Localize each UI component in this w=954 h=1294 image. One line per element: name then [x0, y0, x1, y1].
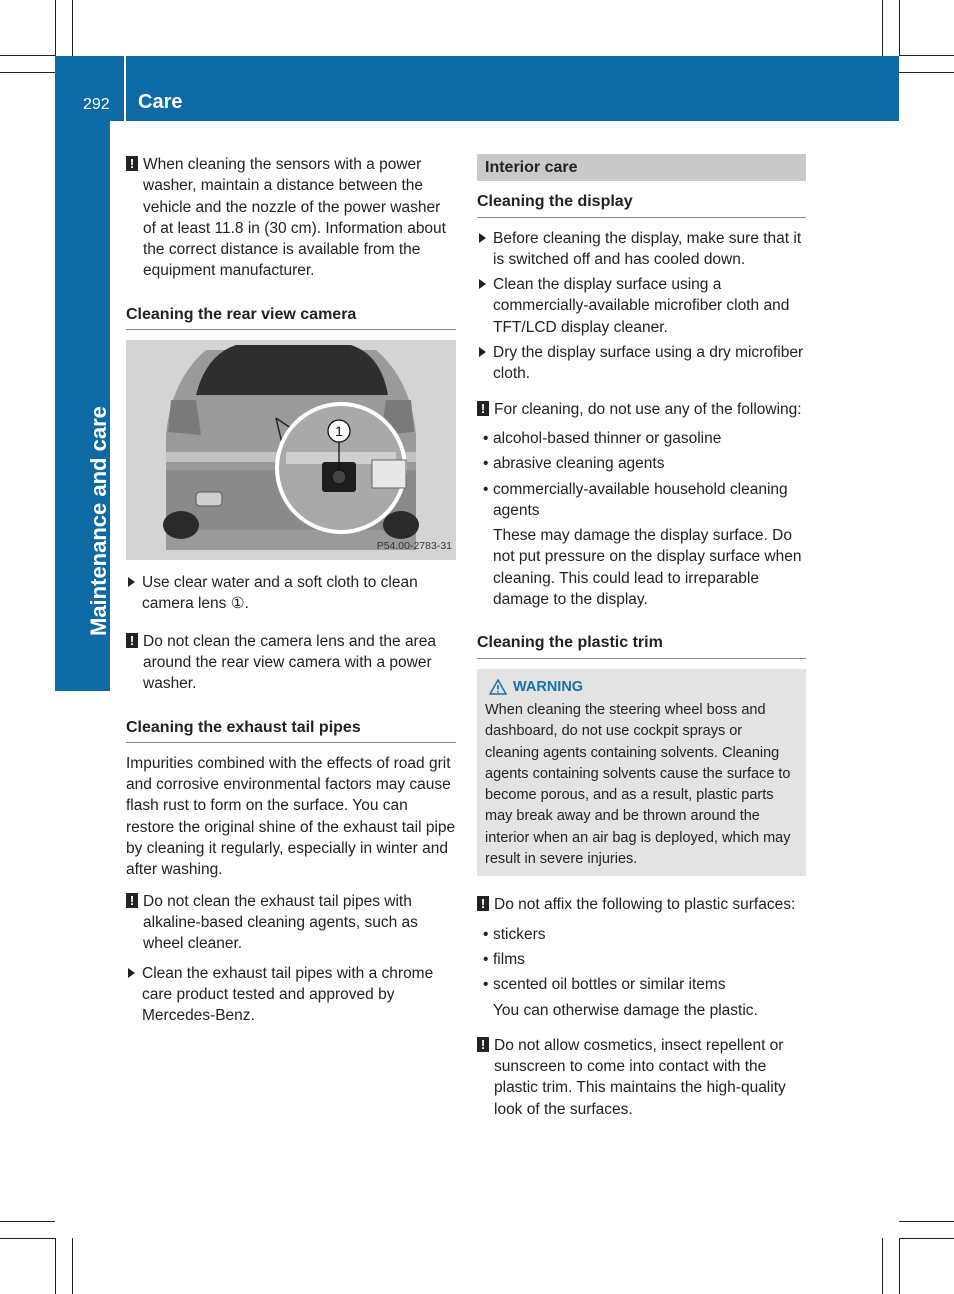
warning-text: When cleaning the steering wheel boss and dashboard, do not use cockpit sprays or cleaning agents containing solvents. Cleaning agents containing solvents cause the surface to become porous, and as a result, plastic parts may break away and be thrown around the interior when an air bag is deployed, which may result in severe injuries.	[485, 701, 791, 868]
page-number: 292	[83, 96, 110, 113]
page-title: Care	[138, 91, 183, 113]
list-item: • scented oil bottles or similar items	[477, 974, 806, 995]
crop-mark	[0, 55, 55, 56]
crop-mark	[899, 72, 954, 73]
crop-mark	[899, 55, 954, 56]
notice	[126, 891, 456, 955]
exclamation-icon: !	[126, 633, 138, 648]
notice-text: For cleaning, do not use any of the following:	[494, 400, 802, 418]
step-arrow-icon	[128, 577, 135, 587]
crop-mark	[899, 1238, 900, 1294]
warning-title	[485, 677, 798, 698]
crop-mark	[899, 0, 900, 56]
rear-camera-figure	[126, 340, 456, 560]
exclamation-icon: !	[477, 1037, 489, 1052]
step-arrow-icon	[479, 279, 486, 289]
figure-caption: P54.00-2783-31	[376, 539, 452, 552]
section-heading: Interior care	[477, 154, 806, 181]
list-item-text: stickers	[493, 925, 546, 943]
instruction-step	[477, 274, 806, 338]
crop-mark	[0, 72, 55, 73]
notice	[477, 399, 806, 420]
exclamation-icon: !	[477, 896, 489, 911]
instruction-step	[477, 342, 806, 385]
step-text: Before cleaning the display, make sure that it is switched off and has cooled down.	[493, 229, 802, 268]
crop-mark	[55, 0, 56, 56]
list-item: • films	[477, 949, 806, 970]
header-divider	[124, 56, 126, 121]
crop-mark	[882, 0, 883, 56]
notice-text: Do not allow cosmetics, insect repellent or sunscreen to come into contact with the plastic trim. This maintains the high-quality look of the surfaces.	[494, 1036, 786, 1118]
notice	[477, 1035, 806, 1120]
exhaust-heading: Cleaning the exhaust tail pipes	[126, 717, 456, 743]
step-text: Dry the display surface using a dry microfiber cloth.	[493, 344, 804, 383]
list-item-text: commercially-available household cleaning agents	[493, 480, 788, 519]
exclamation-icon: !	[126, 156, 138, 171]
list-item-text: films	[493, 950, 525, 968]
step-arrow-icon	[128, 968, 135, 978]
display-heading: Cleaning the display	[477, 191, 806, 217]
notice	[477, 894, 806, 915]
exhaust-paragraph: Impurities combined with the effects of road grit and corrosive environmental factors may cause flash rust to form on the surface. You can restore the original shine of the exhaust tail pipe by cleaning it regularly, especially in winter and after washing.	[126, 754, 456, 879]
step-text: Clean the exhaust tail pipes with a chrome care product tested and approved by Mercedes-Benz.	[142, 964, 434, 1025]
notice-text: Do not clean the camera lens and the area around the rear view camera with a power washer.	[143, 632, 436, 693]
list-item-text: scented oil bottles or similar items	[493, 976, 726, 994]
step-text: Clean the display surface using a commercially-available microfiber cloth and TFT/LCD display cleaner.	[493, 276, 790, 336]
crop-mark	[0, 1221, 55, 1222]
crop-mark	[0, 1238, 55, 1239]
display-after-text: These may damage the display surface. Do not put pressure on the display surface when cleaning. This could lead to irreparable damage to the display.	[493, 527, 802, 609]
warning-box	[477, 669, 806, 877]
notice	[126, 154, 456, 282]
camera-heading: Cleaning the rear view camera	[126, 304, 456, 330]
right-column	[477, 154, 806, 1142]
instruction-step	[126, 572, 456, 615]
exclamation-icon: !	[126, 893, 138, 908]
step-arrow-icon	[479, 233, 486, 243]
crop-mark	[55, 1238, 56, 1294]
rear-camera-illustration	[126, 340, 456, 560]
notice-text: When cleaning the sensors with a power washer, maintain a distance between the vehicle and the nozzle of the power washer of at least 11.8 in (30 cm). Information about the correct distance is available from the equipment manufacturer.	[143, 156, 446, 280]
crop-mark	[72, 1238, 73, 1294]
list-item: • alcohol-based thinner or gasoline	[477, 428, 806, 449]
crop-mark	[882, 1238, 883, 1294]
step-arrow-icon	[479, 347, 486, 357]
warning-triangle-icon	[489, 679, 507, 695]
figure-callout: 1	[335, 423, 343, 440]
list-item-text: alcohol-based thinner or gasoline	[493, 429, 722, 447]
list-item: • abrasive cleaning agents	[477, 453, 806, 474]
exclamation-icon: !	[477, 401, 489, 416]
notice	[126, 631, 456, 695]
notice-text: Do not affix the following to plastic surfaces:	[494, 896, 796, 914]
notice-text: Do not clean the exhaust tail pipes with alkaline-based cleaning agents, such as wheel cleaner.	[143, 892, 418, 953]
crop-mark	[899, 1221, 954, 1222]
list-item: • commercially-available household cleaning agents	[477, 479, 806, 522]
warning-label: WARNING	[513, 678, 584, 695]
instruction-step	[126, 963, 456, 1027]
crop-mark	[72, 0, 73, 56]
instruction-step	[477, 228, 806, 271]
crop-mark	[899, 1238, 954, 1239]
list-item: • stickers	[477, 924, 806, 945]
trim-after-text: You can otherwise damage the plastic.	[493, 1001, 758, 1019]
trim-heading: Cleaning the plastic trim	[477, 632, 806, 658]
left-column	[126, 154, 456, 1030]
list-item-text: abrasive cleaning agents	[493, 455, 665, 473]
side-tab-label: Maintenance and care	[86, 406, 111, 636]
step-text: Use clear water and a soft cloth to clean camera lens ①.	[142, 574, 418, 613]
